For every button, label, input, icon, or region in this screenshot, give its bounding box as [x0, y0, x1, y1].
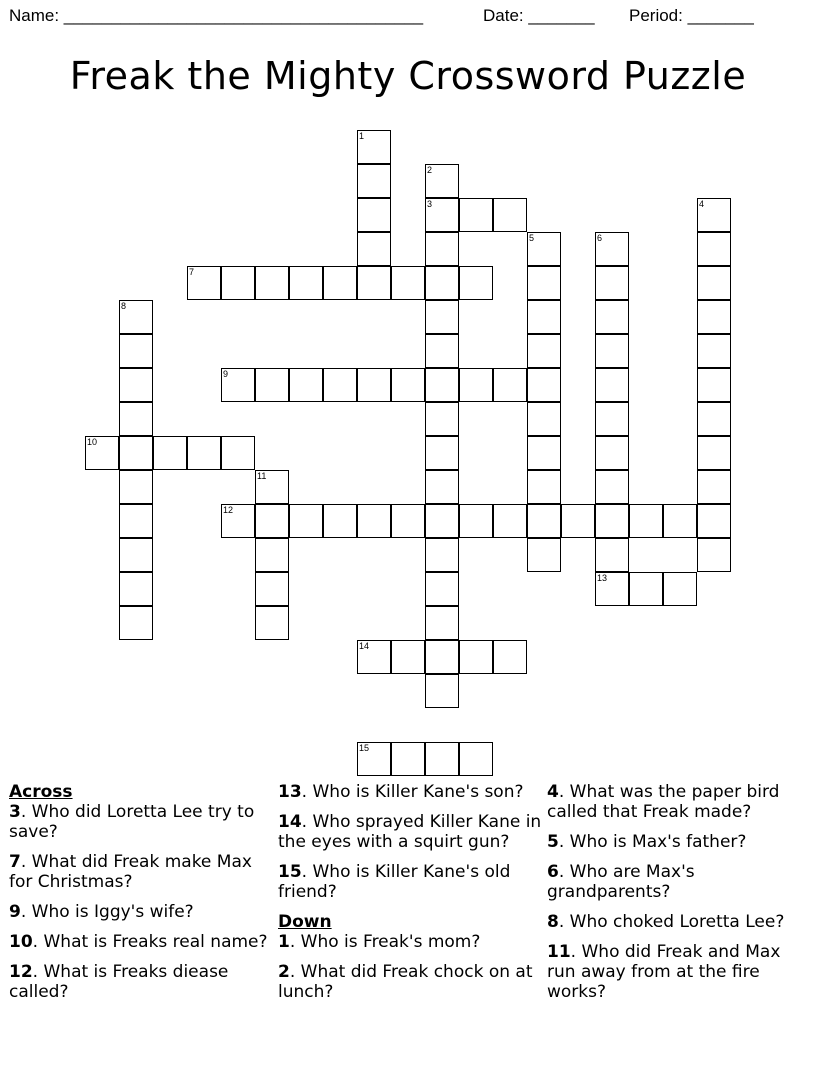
clue-number: 2	[427, 165, 433, 175]
clue-number: 5	[529, 233, 535, 243]
grid-cell[interactable]	[255, 266, 289, 300]
grid-cell[interactable]	[425, 402, 459, 436]
grid-cell[interactable]	[289, 266, 323, 300]
grid-cell[interactable]	[527, 436, 561, 470]
grid-cell[interactable]	[119, 470, 153, 504]
down-clue-list-continued	[547, 782, 812, 1002]
clue-num: 12	[9, 962, 33, 982]
across-clue	[9, 802, 274, 842]
clues-column-2	[278, 782, 543, 1012]
grid-cell[interactable]	[527, 300, 561, 334]
clue-num: 6	[547, 862, 559, 882]
grid-cell[interactable]	[187, 436, 221, 470]
clue-text: . Who did Freak and Max run away from at the fire works?	[547, 942, 781, 1002]
grid-cell[interactable]	[595, 538, 629, 572]
grid-cell[interactable]	[425, 470, 459, 504]
grid-cell[interactable]	[289, 504, 323, 538]
down-heading: Down	[278, 912, 332, 932]
date-field[interactable]: Date: _______	[483, 6, 595, 25]
clue-number: 8	[121, 301, 127, 311]
grid-cell[interactable]	[425, 300, 459, 334]
grid-cell[interactable]	[221, 436, 255, 470]
period-field[interactable]: Period: _______	[629, 6, 754, 25]
grid-cell[interactable]	[595, 572, 629, 606]
grid-cell[interactable]	[629, 572, 663, 606]
grid-cell[interactable]	[119, 334, 153, 368]
down-clue	[547, 912, 812, 932]
grid-cell[interactable]	[255, 606, 289, 640]
grid-cell[interactable]	[629, 504, 663, 538]
grid-cell[interactable]	[697, 232, 731, 266]
grid-cell[interactable]	[85, 436, 119, 470]
grid-cell[interactable]	[425, 368, 459, 402]
grid-cell[interactable]	[119, 572, 153, 606]
across-clue	[278, 812, 543, 852]
grid-cell[interactable]	[357, 232, 391, 266]
clue-num: 3	[9, 802, 21, 822]
grid-cell[interactable]	[561, 504, 595, 538]
grid-cell[interactable]	[527, 266, 561, 300]
grid-cell[interactable]	[459, 640, 493, 674]
grid-cell[interactable]	[119, 606, 153, 640]
grid-cell[interactable]	[527, 504, 561, 538]
across-clue	[9, 932, 274, 952]
across-clue	[9, 962, 274, 1002]
clue-text: . What was the paper bird called that Freak made?	[547, 782, 780, 822]
grid-cell[interactable]	[459, 266, 493, 300]
grid-cell[interactable]	[221, 504, 255, 538]
clue-number: 9	[223, 369, 229, 379]
grid-cell[interactable]	[391, 504, 425, 538]
clues-column-3	[547, 782, 812, 1012]
grid-cell[interactable]	[663, 572, 697, 606]
grid-cell[interactable]	[493, 504, 527, 538]
grid-cell[interactable]	[527, 368, 561, 402]
grid-cell[interactable]	[357, 742, 391, 776]
grid-cell[interactable]	[595, 266, 629, 300]
clue-number: 6	[597, 233, 603, 243]
down-clue	[547, 942, 812, 1002]
grid-cell[interactable]	[187, 266, 221, 300]
clue-num: 1	[278, 932, 290, 952]
grid-cell[interactable]	[493, 368, 527, 402]
grid-cell[interactable]	[425, 674, 459, 708]
grid-cell[interactable]	[323, 368, 357, 402]
grid-cell[interactable]	[255, 504, 289, 538]
clue-num: 2	[278, 962, 290, 982]
grid-cell[interactable]	[595, 504, 629, 538]
down-clue-list	[278, 932, 543, 1002]
grid-cell[interactable]	[119, 300, 153, 334]
grid-cell[interactable]	[357, 266, 391, 300]
clue-num: 11	[547, 942, 571, 962]
grid-cell[interactable]	[697, 402, 731, 436]
grid-cell[interactable]	[425, 334, 459, 368]
clue-number: 4	[699, 199, 705, 209]
clues-column-1	[9, 782, 274, 1012]
grid-cell[interactable]	[119, 368, 153, 402]
clue-num: 15	[278, 862, 302, 882]
grid-cell[interactable]	[595, 470, 629, 504]
grid-cell[interactable]	[697, 436, 731, 470]
grid-cell[interactable]	[425, 232, 459, 266]
down-clue	[547, 782, 812, 822]
clue-number: 7	[189, 267, 195, 277]
grid-cell[interactable]	[697, 300, 731, 334]
grid-cell[interactable]	[493, 640, 527, 674]
grid-cell[interactable]	[391, 266, 425, 300]
clue-num: 5	[547, 832, 559, 852]
grid-cell[interactable]	[697, 334, 731, 368]
clue-text: . Who is Freak's mom?	[289, 932, 481, 952]
grid-cell[interactable]	[595, 334, 629, 368]
grid-cell[interactable]	[595, 436, 629, 470]
grid-cell[interactable]	[459, 742, 493, 776]
clue-num: 7	[9, 852, 21, 872]
grid-cell[interactable]	[255, 470, 289, 504]
grid-cell[interactable]	[425, 606, 459, 640]
grid-cell[interactable]	[595, 300, 629, 334]
clue-number: 13	[597, 573, 608, 583]
name-field[interactable]: Name: ______________________________________	[9, 6, 424, 25]
grid-cell[interactable]	[459, 504, 493, 538]
grid-cell[interactable]	[425, 504, 459, 538]
clue-num: 4	[547, 782, 559, 802]
grid-cell[interactable]	[527, 538, 561, 572]
across-clue-list	[9, 802, 274, 1002]
down-clue	[278, 932, 543, 952]
grid-cell[interactable]	[323, 504, 357, 538]
clue-text: . Who is Max's father?	[558, 832, 747, 852]
clue-text: . Who sprayed Killer Kane in the eyes with a squirt gun?	[278, 812, 542, 852]
grid-cell[interactable]	[153, 436, 187, 470]
clue-text: . Who choked Loretta Lee?	[558, 912, 785, 932]
clue-text: . Who did Loretta Lee try to save?	[9, 802, 255, 842]
grid-cell[interactable]	[697, 266, 731, 300]
grid-cell[interactable]	[697, 538, 731, 572]
grid-cell[interactable]	[255, 572, 289, 606]
down-clue	[547, 832, 812, 852]
across-clue	[9, 852, 274, 892]
clue-text: . Who is Killer Kane's son?	[301, 782, 524, 802]
grid-cell[interactable]	[119, 538, 153, 572]
grid-cell[interactable]	[493, 198, 527, 232]
grid-cell[interactable]	[255, 538, 289, 572]
grid-cell[interactable]	[527, 402, 561, 436]
grid-cell[interactable]	[595, 232, 629, 266]
grid-cell[interactable]	[595, 402, 629, 436]
clue-number: 11	[257, 471, 267, 481]
clue-text: . What did Freak make Max for Christmas?	[9, 852, 252, 892]
grid-cell[interactable]	[357, 164, 391, 198]
grid-cell[interactable]	[697, 198, 731, 232]
across-clue-list-continued	[278, 782, 543, 902]
grid-cell[interactable]	[391, 742, 425, 776]
grid-cell[interactable]	[425, 436, 459, 470]
clue-number: 1	[359, 131, 365, 141]
across-clue	[9, 902, 274, 922]
grid-cell[interactable]	[221, 266, 255, 300]
grid-cell[interactable]	[663, 504, 697, 538]
clue-number: 14	[359, 641, 370, 651]
clue-num: 8	[547, 912, 559, 932]
grid-cell[interactable]	[119, 436, 153, 470]
grid-cell[interactable]	[221, 368, 255, 402]
clue-number: 3	[427, 199, 433, 209]
grid-cell[interactable]	[119, 402, 153, 436]
grid-cell[interactable]	[425, 572, 459, 606]
down-clue	[278, 962, 543, 1002]
grid-cell[interactable]	[357, 504, 391, 538]
clue-num: 14	[278, 812, 302, 832]
clue-number: 15	[359, 743, 370, 753]
grid-cell[interactable]	[425, 198, 459, 232]
grid-cell[interactable]	[357, 130, 391, 164]
grid-cell[interactable]	[425, 640, 459, 674]
across-clue	[278, 862, 543, 902]
grid-cell[interactable]	[391, 640, 425, 674]
grid-cell[interactable]	[357, 368, 391, 402]
grid-cell[interactable]	[425, 164, 459, 198]
clue-num: 9	[9, 902, 21, 922]
clue-text: . What is Freaks real name?	[32, 932, 268, 952]
grid-cell[interactable]	[357, 198, 391, 232]
clue-text: . Who are Max's grandparents?	[547, 862, 695, 902]
across-clue	[278, 782, 543, 802]
grid-cell[interactable]	[697, 470, 731, 504]
grid-cell[interactable]	[697, 504, 731, 538]
grid-cell[interactable]	[425, 742, 459, 776]
grid-cell[interactable]	[527, 334, 561, 368]
grid-cell[interactable]	[459, 368, 493, 402]
grid-cell[interactable]	[119, 504, 153, 538]
grid-cell[interactable]	[289, 368, 323, 402]
clue-num: 13	[278, 782, 302, 802]
clue-text: . Who is Iggy's wife?	[20, 902, 194, 922]
clue-text: . Who is Killer Kane's old friend?	[278, 862, 511, 902]
clue-num: 10	[9, 932, 33, 952]
grid-cell[interactable]	[595, 368, 629, 402]
grid-cell[interactable]	[527, 232, 561, 266]
grid-cell[interactable]	[255, 368, 289, 402]
clue-number: 10	[87, 437, 98, 447]
grid-cell[interactable]	[391, 368, 425, 402]
grid-cell[interactable]	[697, 368, 731, 402]
grid-cell[interactable]	[425, 266, 459, 300]
clue-number: 12	[223, 505, 234, 515]
grid-cell[interactable]	[459, 198, 493, 232]
grid-cell[interactable]	[323, 266, 357, 300]
grid-cell[interactable]	[357, 640, 391, 674]
clue-text: . What did Freak chock on at lunch?	[278, 962, 533, 1002]
puzzle-title: Freak the Mighty Crossword Puzzle	[69, 54, 747, 98]
grid-cell[interactable]	[527, 470, 561, 504]
clue-text: . What is Freaks diease called?	[9, 962, 229, 1002]
grid-cell[interactable]	[425, 538, 459, 572]
down-clue	[547, 862, 812, 902]
across-heading: Across	[9, 782, 73, 802]
